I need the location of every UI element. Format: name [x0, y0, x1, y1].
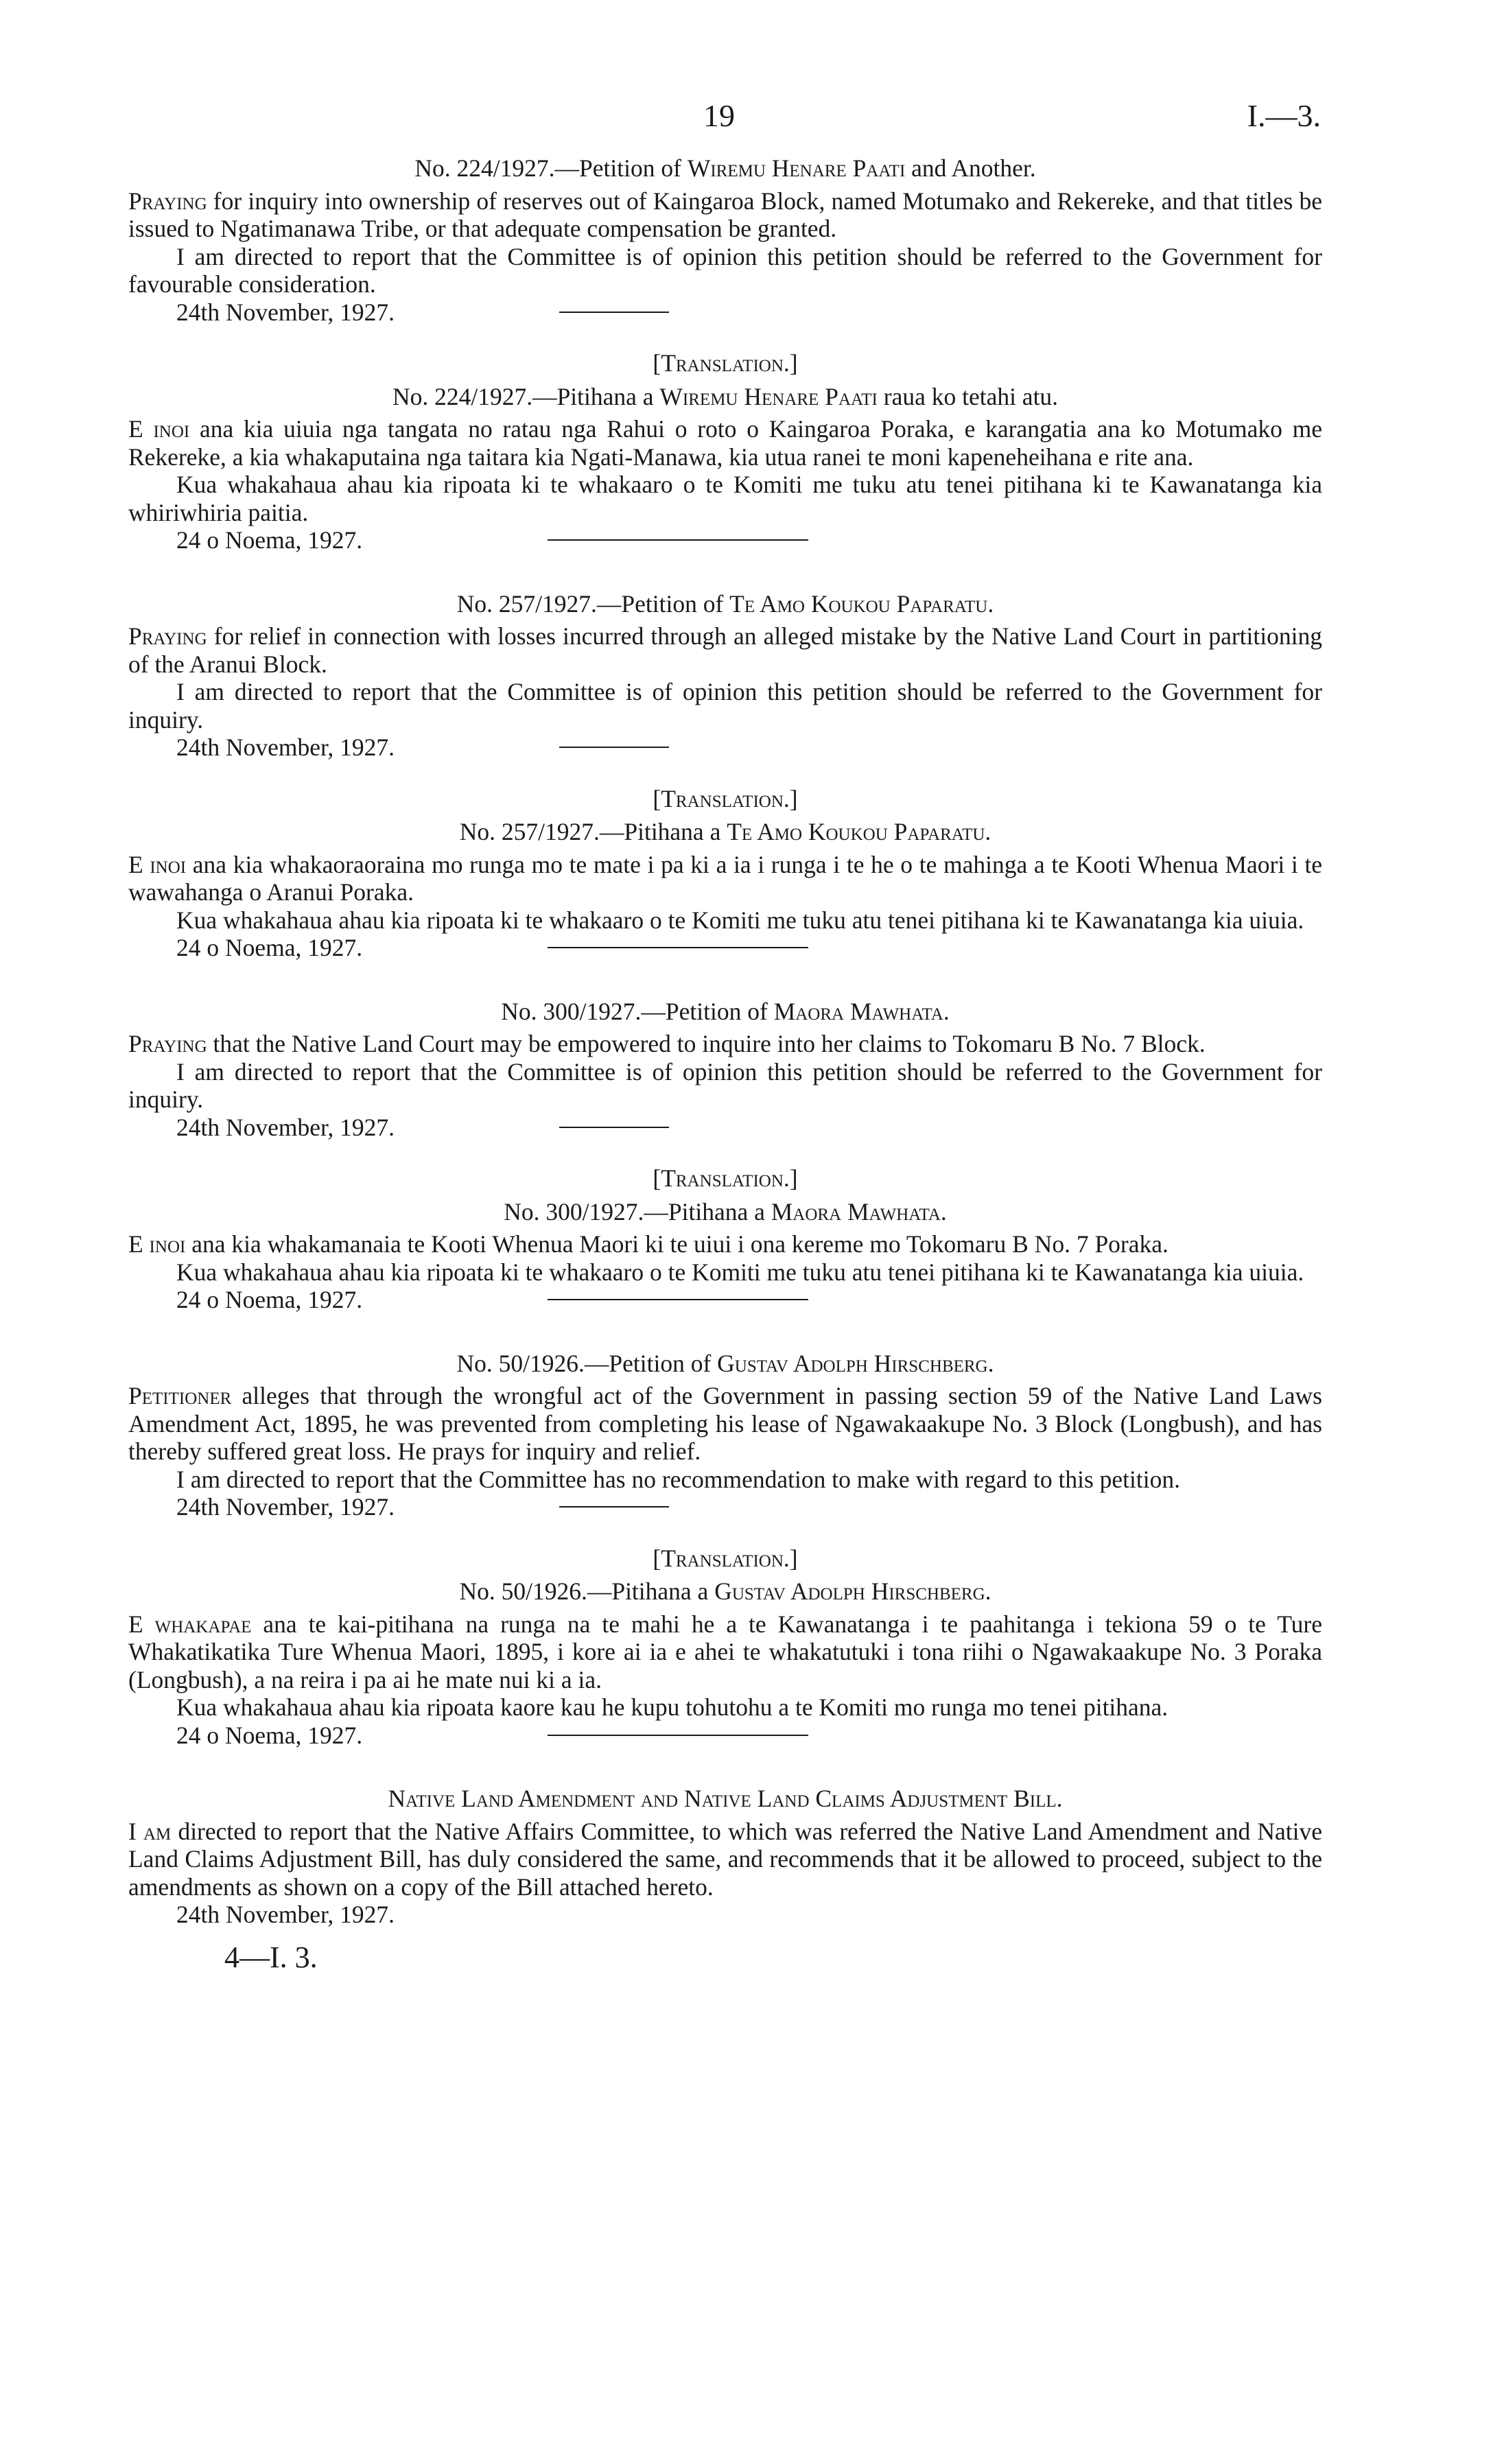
translation-body: E whakapae ana te kai-pitihana na runga na te mahi he a te Kawanatanga i te paahitanga i tekiona 59 o te Ture Whakatikatika Ture Whenua Maori, 1895, i kore ai ia e ahei te whakatutuki i tona riihi o Ngawakaakupe No. 3 Poraka (Longbush), a na reira i pa ai he mate nui ki a ia.	[128, 1610, 1322, 1693]
translation-report: Kua whakahaua ahau kia ripoata ki te whakaaro o te Komiti me tuku atu tenei pitihana ki te Kawanatanga kia uiuia.	[176, 1258, 1304, 1286]
page-number: 19	[703, 98, 735, 133]
translation-title: No. 224/1927.—Pitihana a Wiremu Henare Paati raua ko tetahi atu.	[392, 382, 1059, 410]
translation-date: 24 o Noema, 1927.	[128, 934, 1322, 962]
bill-body: I am directed to report that the Native Affairs Committee, to which was referred the Native Land Amendment and Native Land Claims Adjustment Bill, has duly considered the same, and recommends that it be allowed to proceed, subject to the amendments as shown on a copy of the Bill attached hereto.	[128, 1817, 1322, 1901]
committee-report: I am directed to report that the Committee is of opinion this petition should be referred to the Government for favourable consideration.	[128, 242, 1322, 298]
separator-rule	[559, 312, 669, 313]
petition-title: No. 257/1927.—Petition of Te Amo Koukou Paparatu.	[456, 589, 994, 618]
petition-title: No. 50/1926.—Petition of Gustav Adolph Hirschberg.	[456, 1349, 994, 1377]
committee-report: I am directed to report that the Committee is of opinion this petition should be referred to the Government for inquiry.	[128, 678, 1322, 734]
petition-section	[128, 590, 1322, 962]
translation-label: [Translation.]	[653, 1544, 798, 1572]
report-date: 24th November, 1927.	[128, 298, 1322, 327]
translation-label: [Translation.]	[653, 349, 798, 377]
translation-title: No. 300/1927.—Pitihana a Maora Mawhata.	[504, 1197, 947, 1225]
bill-section	[128, 1785, 1322, 1975]
translation-report: Kua whakahaua ahau kia ripoata ki te whakaaro o te Komiti me tuku atu tenei pitihana ki te Kawanatanga kia whiriwhiria paitia.	[128, 471, 1322, 526]
separator-rule	[548, 947, 808, 948]
translation-title: No. 257/1927.—Pitihana a Te Amo Koukou Paparatu.	[459, 818, 991, 845]
translation-body: E inoi ana kia whakamanaia te Kooti Whenua Maori ki te uiui i ona kereme mo Tokomaru B No. 7 Poraka.	[128, 1230, 1169, 1258]
report-date: 24th November, 1927.	[128, 1114, 1322, 1142]
translation-date: 24 o Noema, 1927.	[128, 1722, 1322, 1750]
petition-section	[128, 154, 1322, 554]
committee-report: I am directed to report that the Committee is of opinion this petition should be referred to the Government for inquiry.	[128, 1057, 1322, 1113]
translation-body: E inoi ana kia uiuia nga tangata no ratau nga Rahui o roto o Kaingaroa Poraka, e karangatia ana ko Motumako me Rekereke, a kia whakaputaina nga taitara kia Ngati-Manawa, kia utua ranei te moni kapeneheihana e rite ana.	[128, 415, 1322, 471]
bill-title: Native Land Amendment and Native Land Claims Adjustment Bill.	[388, 1785, 1063, 1812]
translation-date: 24 o Noema, 1927.	[128, 526, 1322, 554]
translation-body: E inoi ana kia whakaoraoraina mo runga mo te mate i pa ki a ia i runga i te he o te mahinga a te Kooti Whenua Maori i te wawahanga o Aranui Poraka.	[128, 850, 1322, 906]
translation-report: Kua whakahaua ahau kia ripoata kaore kau he kupu tohutohu a te Komiti mo runga mo tenei pitihana.	[176, 1693, 1169, 1721]
petition-body: Praying for relief in connection with losses incurred through an alleged mistake by the Native Land Court in partitioning of the Aranui Block.	[128, 622, 1322, 678]
page-content	[128, 154, 1322, 1975]
separator-rule	[548, 1299, 808, 1300]
report-date: 24th November, 1927.	[128, 1493, 1322, 1521]
separator-rule	[559, 1127, 669, 1128]
translation-label: [Translation.]	[653, 1164, 798, 1192]
separator-rule	[548, 539, 808, 541]
translation-title: No. 50/1926.—Pitihana a Gustav Adolph Hirschberg.	[459, 1577, 991, 1605]
separator-rule	[559, 747, 669, 748]
report-date: 24th November, 1927.	[128, 734, 1322, 762]
petition-title: No. 300/1927.—Petition of Maora Mawhata.	[501, 997, 950, 1025]
petition-body: Praying that the Native Land Court may be empowered to inquire into her claims to Tokomaru B No. 7 Block.	[128, 1030, 1206, 1057]
document-reference: I.—3.	[1247, 98, 1321, 133]
translation-report: Kua whakahaua ahau kia ripoata ki te whakaaro o te Komiti me tuku atu tenei pitihana ki te Kawanatanga kia uiuia.	[176, 906, 1304, 934]
petition-body: Petitioner alleges that through the wrongful act of the Government in passing section 59 of the Native Land Laws Amendment Act, 1895, he was prevented from completing his lease of Ngawakaakupe No. 3 Block (Longbush), and has thereby suffered great loss. He prays for inquiry and relief.	[128, 1382, 1322, 1465]
separator-rule	[559, 1506, 669, 1507]
translation-label: [Translation.]	[653, 784, 798, 812]
petition-title: No. 224/1927.—Petition of Wiremu Henare Paati and Another.	[414, 154, 1036, 182]
committee-report: I am directed to report that the Committee has no recommendation to make with regard to this petition.	[176, 1465, 1180, 1493]
petition-body: Praying for inquiry into ownership of reserves out of Kaingaroa Block, named Motumako and Rekereke, and that titles be issued to Ngatimanawa Tribe, or that adequate compensation be granted.	[128, 187, 1322, 242]
translation-date: 24 o Noema, 1927.	[128, 1286, 1322, 1314]
separator-rule	[548, 1735, 808, 1736]
petition-section	[128, 998, 1322, 1314]
petition-section	[128, 1350, 1322, 1750]
bill-date: 24th November, 1927.	[176, 1901, 395, 1928]
footer-reference: 4—I. 3.	[224, 1940, 318, 1974]
